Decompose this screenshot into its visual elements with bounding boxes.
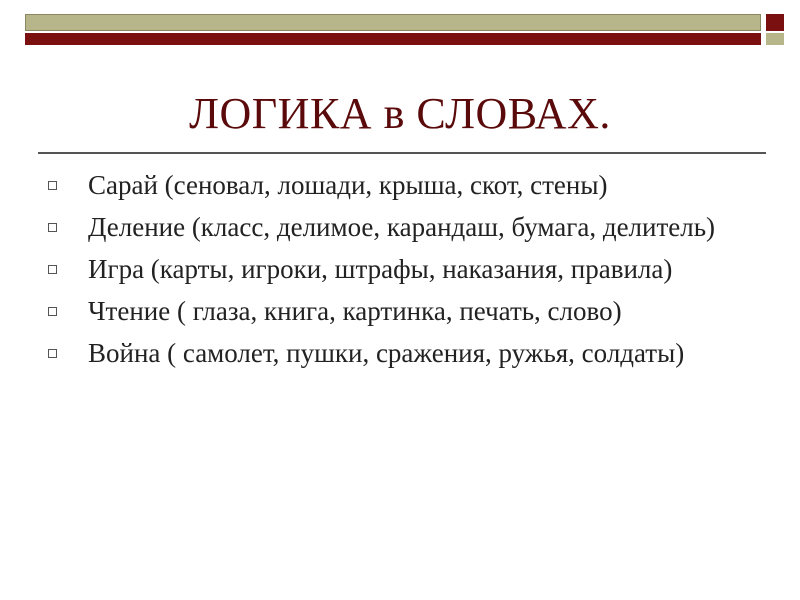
list-item-text: Чтение ( глаза, книга, картинка, печать, слово)	[88, 296, 622, 326]
list-item-text: Война ( самолет, пушки, сражения, ружья, солдаты)	[88, 338, 685, 368]
list-item	[48, 334, 768, 372]
list-item-text: Сарай (сеновал, лошади, крыша, скот, стены)	[88, 170, 608, 200]
square-bullet-icon	[48, 349, 57, 358]
corner-square-olive	[766, 33, 784, 45]
list-item-text: Деление (класс, делимое, карандаш, бумага, делитель)	[88, 212, 716, 242]
list-item	[48, 166, 768, 204]
header-bar-red	[25, 33, 761, 45]
slide-title: ЛОГИКА в СЛОВАХ.	[189, 89, 611, 138]
square-bullet-icon	[48, 223, 57, 232]
square-bullet-icon	[48, 265, 57, 274]
header-bar-olive	[25, 14, 761, 31]
title-divider	[38, 152, 766, 154]
bullet-list	[48, 166, 768, 376]
list-item	[48, 208, 768, 246]
corner-square-red	[766, 14, 784, 31]
list-item	[48, 292, 768, 330]
list-item	[48, 250, 768, 288]
square-bullet-icon	[48, 181, 57, 190]
list-item-text: Игра (карты, игроки, штрафы, наказания, правила)	[88, 254, 673, 284]
square-bullet-icon	[48, 307, 57, 316]
